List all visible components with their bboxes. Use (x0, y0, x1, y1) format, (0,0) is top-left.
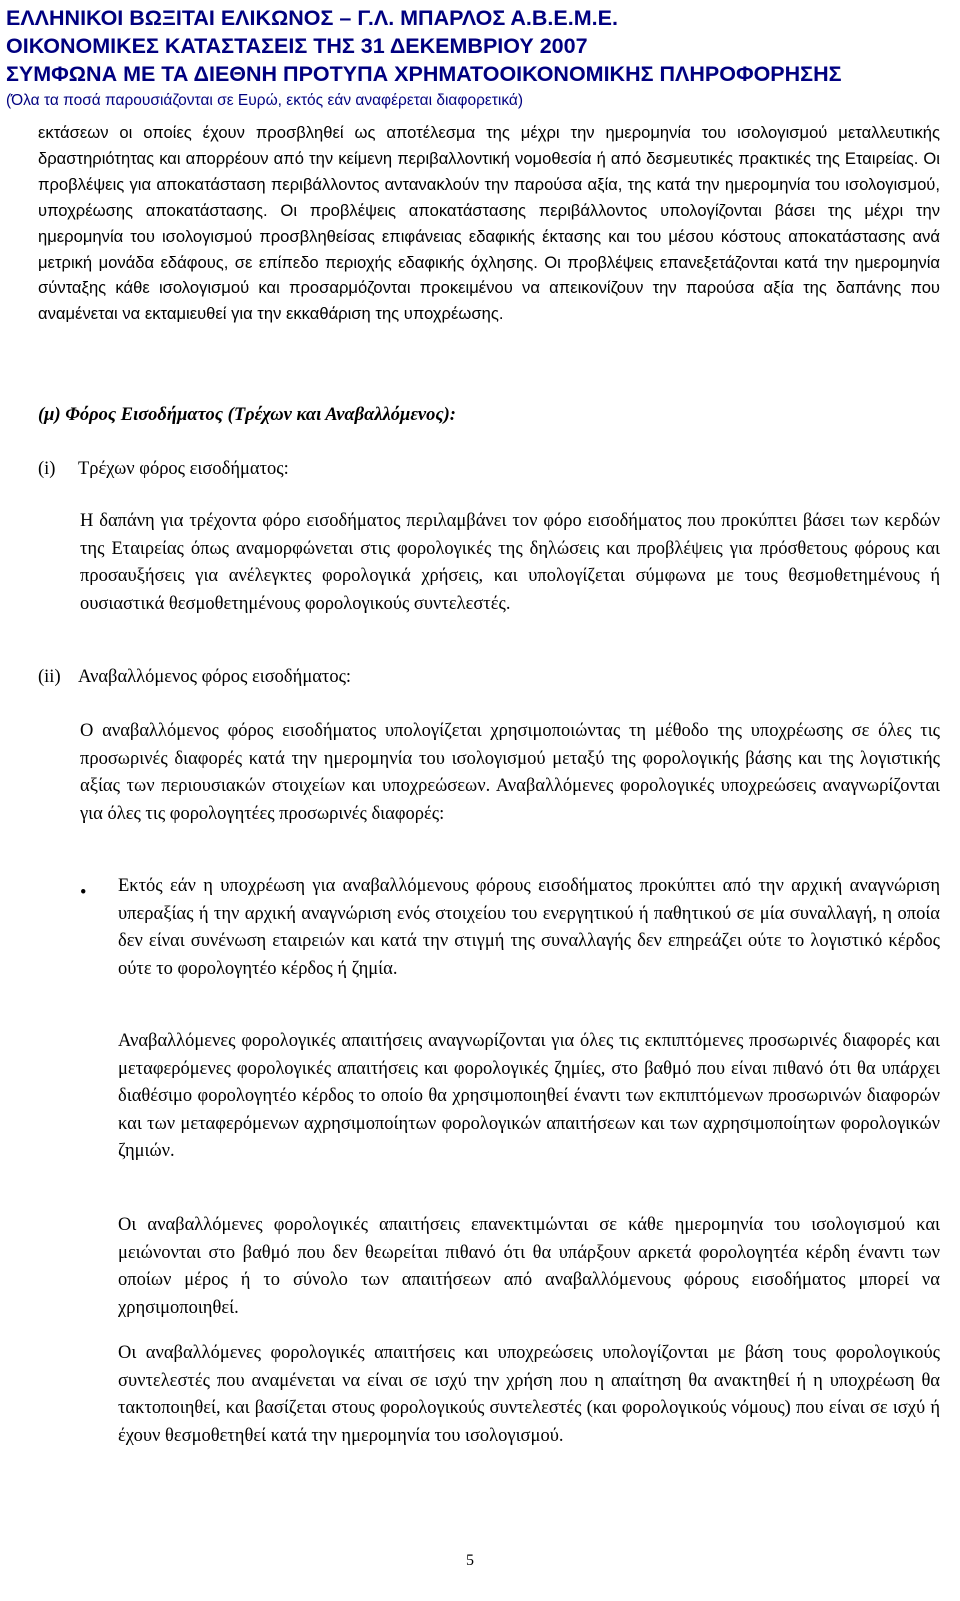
standards-title: ΣΥΜΦΩΝΑ ΜΕ ΤΑ ΔΙΕΘΝΗ ΠΡΟΤΥΠΑ ΧΡΗΜΑΤΟΟΙΚΟΝΟΜΙΚΗΣ ΠΛΗΡΟΦΟΡΗΣΗΣ (6, 62, 842, 86)
section-heading-income-tax: (μ) Φόρος Εισοδήματος (Τρέχων και Αναβαλλόμενος): (38, 405, 456, 425)
current-tax-paragraph: Η δαπάνη για τρέχοντα φόρο εισοδήματος περιλαμβάνει τον φόρο εισοδήματος που προκύπτει βάσει των κερδών της Εταιρείας όπως αναμορφώνεται στις φορολογικές της δηλώσεις και προβλέψεις για πρόσθετους φόρους και προσαυξήσεις για ανέλεγκτες φορολογικά χρήσεις, και υπολογίζεται σύμφωνα με τους θεσμοθετημένους ή ουσιαστικά θεσμοθετημένους φορολογικούς συντελεστές. (80, 511, 940, 614)
deferred-tax-rates-paragraph: Οι αναβαλλόμενες φορολογικές απαιτήσεις και υποχρεώσεις υπολογίζονται με βάση τους φορολογικούς συντελεστές που αναμένεται να είναι σε ισχύ την χρήση που η απαίτηση θα ανακτηθεί ή η υποχρέωση θα τακτοποιηθεί, και βασίζεται στους φορολογικούς συντελεστές (και φορολογικούς νόμους) που είναι σε ισχύ ή έχουν θεσμοθετηθεί κατά την ημερομηνία του ισολογισμού. (118, 1343, 940, 1446)
environmental-provisions-paragraph: εκτάσεων οι οποίες έχουν προσβληθεί ως αποτέλεσμα της μέχρι την ημερομηνία του ισολογισμού μεταλλευτικής δραστηριότητας και απορρέουν από την κείμενη περιβαλλοντική νομοθεσία ή από δεσμευτικές πρακτικές της Εταιρείας. Οι προβλέψεις για αποκατάσταση περιβάλλοντος αντανακλούν την παρούσα αξία, της κατά την ημερομηνία του ισολογισμού, υποχρέωσης αποκατάστασης. Οι προβλέψεις αποκατάστασης περιβάλλοντος υπολογίζονται βάσει της μέχρι την ημερομηνία του ισολογισμού προσβληθείσας επιφάνειας εδαφικής έκτασης και του μέσου κόστους αποκατάστασης ανά μετρική μονάδα εδάφους, σε επίπεδο περιοχής εδαφικής όχλησης. Οι προβλέψεις επανεξετάζονται κατά την ημερομηνία σύνταξης κάθε ισολογισμού και προσαρμόζονται προκειμένου να απεικονίζουν την παρούσα αξία της δαπάνης που αναμένεται να εκταμιευθεί για την εκκαθάριση της υποχρέωσης. (38, 123, 940, 324)
subheading-number: (i) (38, 459, 56, 479)
statements-title: ΟΙΚΟΝΟΜΙΚΕΣ ΚΑΤΑΣΤΑΣΕΙΣ ΤΗΣ 31 ΔΕΚΕΜΒΡΙΟΥ 2007 (6, 34, 588, 58)
bullet-point: • (80, 883, 87, 903)
subheading-number: (ii) (38, 667, 61, 687)
deferred-assets-remeasurement-paragraph: Οι αναβαλλόμενες φορολογικές απαιτήσεις επανεκτιμώνται σε κάθε ημερομηνία του ισολογισμού και μειώνονται στο βαθμό που δεν θεωρείται πιθανό ότι θα υπάρξουν αρκετά φορολογητέα κέρδη έναντι των οποίων μέρος ή το σύνολο των απαιτήσεων από αναβαλλόμενους φόρους εισοδήματος μπορεί να χρησιμοποιηθεί. (118, 1215, 940, 1318)
currency-note: (Όλα τα ποσά παρουσιάζονται σε Ευρώ, εκτός εάν αναφέρεται διαφορετικά) (6, 92, 524, 109)
subheading-label: Αναβαλλόμενος φόρος εισοδήματος: (78, 667, 352, 687)
deferred-assets-paragraph: Αναβαλλόμενες φορολογικές απαιτήσεις αναγνωρίζονται για όλες τις εκπιπτόμενες προσωρινές διαφορές και μεταφερόμενες φορολογικές απαιτήσεις και φορολογικές ζημίες, στο βαθμό που είναι πιθανό ότι θα υπάρχει διαθέσιμο φορολογητέο κέρδος το οποίο θα χρησιμοποιηθεί έναντι των εκπιπτόμενων προσωρινών διαφορών και των μεταφερόμενων αχρησιμοποίητων φορολογικών απαιτήσεων και των αχρησιμοποίητων φορολογικών ζημιών. (118, 1031, 940, 1162)
deferred-tax-paragraph: Ο αναβαλλόμενος φόρος εισοδήματος υπολογίζεται χρησιμοποιώντας τη μέθοδο της υποχρέωσης σε όλες τις προσωρινές διαφορές κατά την ημερομηνία του ισολογισμού μεταξύ της φορολογικής βάσης και της λογιστικής αξίας των περιουσιακών στοιχείων και υποχρεώσεων. Αναβαλλόμενες φορολογικές υποχρεώσεις αναγνωρίζονται για όλες τις φορολογητέες προσωρινές διαφορές: (80, 721, 940, 824)
subheading-label: Τρέχων φόρος εισοδήματος: (78, 459, 289, 479)
subheading-deferred-tax (38, 664, 351, 692)
deferred-liability-exception-paragraph: Εκτός εάν η υποχρέωση για αναβαλλόμενους φόρους εισοδήματος προκύπτει από την αρχική αναγνώριση υπεραξίας ή την αρχική αναγνώριση ενός στοιχείου του ενεργητικού ή παθητικού σε μία συναλλαγή, η οποία δεν είναι συνένωση εταιρειών και κατά την στιγμή της συναλλαγής δεν επηρεάζει ούτε το λογιστικό κέρδος ούτε το φορολογητέο κέρδος ή ζημία. (118, 876, 940, 979)
page-number: 5 (466, 1552, 474, 1569)
company-title: ΕΛΛΗΝΙΚΟΙ ΒΩΞΙΤΑΙ ΕΛΙΚΩΝΟΣ – Γ.Λ. ΜΠΑΡΛΟΣ Α.Β.Ε.Μ.Ε. (6, 6, 618, 30)
subheading-current-tax (38, 456, 289, 484)
